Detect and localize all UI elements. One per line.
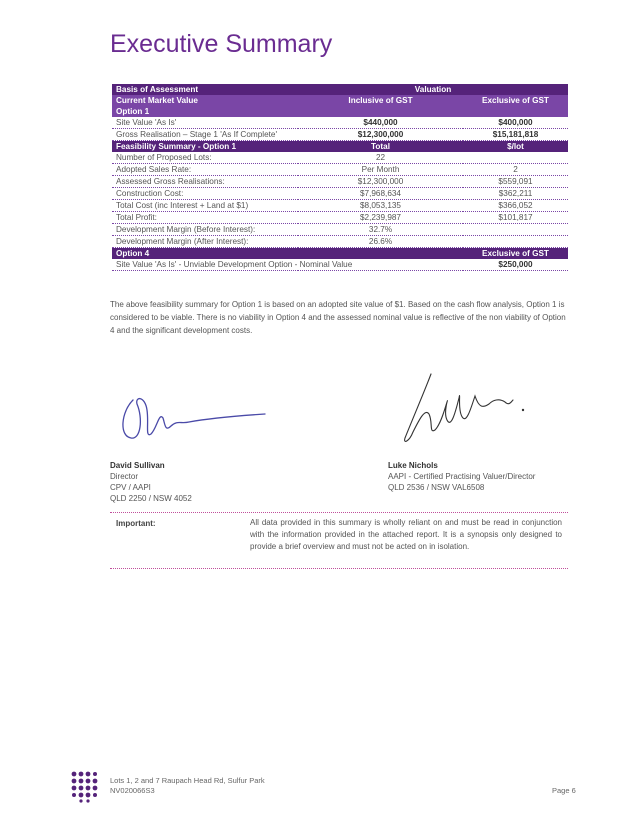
row-label: Site Value 'As Is' - Unviable Development Option - Nominal Value bbox=[112, 259, 463, 271]
row-label: Development Margin (Before Interest): bbox=[112, 224, 298, 236]
row-label: Development Margin (After Interest): bbox=[112, 236, 298, 248]
row-label: Assessed Gross Realisations: bbox=[112, 176, 298, 188]
option4-excl-header: Exclusive of GST bbox=[463, 248, 568, 260]
signatory-title: Director bbox=[110, 472, 139, 481]
table-row bbox=[112, 129, 568, 141]
signatory-sullivan bbox=[110, 460, 192, 504]
signatory-name: David Sullivan bbox=[110, 461, 165, 470]
cmv-header: Current Market Value bbox=[112, 95, 298, 106]
row-label: Gross Realisation – Stage 1 'As If Complete' bbox=[112, 129, 298, 141]
row-total: 22 bbox=[298, 152, 463, 164]
row-excl-value: $15,181,818 bbox=[463, 129, 568, 141]
row-label: Total Profit: bbox=[112, 212, 298, 224]
divider-top bbox=[110, 512, 568, 513]
row-total: 32.7% bbox=[298, 224, 463, 236]
table-row bbox=[112, 259, 568, 271]
table-row bbox=[112, 188, 568, 200]
row-label: Total Cost (inc Interest + Land at $1) bbox=[112, 200, 298, 212]
table-row bbox=[112, 224, 568, 236]
page-title: Executive Summary bbox=[110, 30, 333, 58]
signatory-credentials: CPV / AAPI bbox=[110, 483, 151, 492]
row-total: $7,968,634 bbox=[298, 188, 463, 200]
per-lot-header: $/lot bbox=[463, 141, 568, 153]
table-row bbox=[112, 152, 568, 164]
feasibility-header: Feasibility Summary - Option 1 bbox=[112, 141, 298, 153]
row-excl-value: $250,000 bbox=[463, 259, 568, 271]
row-per-lot bbox=[463, 152, 568, 164]
row-per-lot: $362,211 bbox=[463, 188, 568, 200]
row-per-lot: 2 bbox=[463, 164, 568, 176]
summary-paragraph: The above feasibility summary for Option 1 is based on an adopted site value of $1. Based on the cash flow analysis, Option 1 is considered to be viable. There is no viability in Option 4 and the assessed nominal value is reflective of the non viability of Option 4 and the significant development costs. bbox=[110, 300, 566, 335]
table-row bbox=[112, 200, 568, 212]
row-per-lot: $366,052 bbox=[463, 200, 568, 212]
row-label: Site Value 'As Is' bbox=[112, 117, 298, 129]
company-logo-icon bbox=[70, 770, 100, 804]
row-total: $2,239,987 bbox=[298, 212, 463, 224]
table-header-row bbox=[112, 84, 568, 95]
table-row bbox=[112, 164, 568, 176]
page-number: Page 6 bbox=[552, 786, 576, 795]
option4-header: Option 4 bbox=[112, 248, 463, 260]
row-per-lot: $101,817 bbox=[463, 212, 568, 224]
signature-image-sullivan bbox=[115, 390, 270, 450]
row-per-lot bbox=[463, 224, 568, 236]
table-header-row bbox=[112, 95, 568, 106]
table-row bbox=[112, 212, 568, 224]
important-label: Important: bbox=[116, 519, 156, 528]
signatory-name: Luke Nichols bbox=[388, 461, 438, 470]
row-label: Number of Proposed Lots: bbox=[112, 152, 298, 164]
valuation-header: Valuation bbox=[298, 84, 568, 95]
footer-reference: NV020066S3 bbox=[110, 786, 155, 795]
important-notice: All data provided in this summary is wholly reliant on and must be read in conjunction with the information provided in the attached report. It is a synopsis only designed to provide a brief overview and must not be acted on in isolation. bbox=[250, 518, 562, 551]
section-header-row bbox=[112, 141, 568, 153]
row-per-lot: $559,091 bbox=[463, 176, 568, 188]
signatory-registration: QLD 2250 / NSW 4052 bbox=[110, 494, 192, 503]
table-row bbox=[112, 117, 568, 129]
table-row bbox=[112, 236, 568, 248]
excl-gst-header: Exclusive of GST bbox=[463, 95, 568, 106]
total-header: Total bbox=[298, 141, 463, 153]
row-per-lot bbox=[463, 236, 568, 248]
row-total: $12,300,000 bbox=[298, 176, 463, 188]
signature-image-nichols bbox=[395, 368, 535, 448]
incl-gst-header: Inclusive of GST bbox=[298, 95, 463, 106]
row-incl-value: $12,300,000 bbox=[298, 129, 463, 141]
row-total: $8,053,135 bbox=[298, 200, 463, 212]
footer-text bbox=[110, 776, 265, 796]
section-header-row bbox=[112, 248, 568, 260]
row-total: 26.6% bbox=[298, 236, 463, 248]
row-total: Per Month bbox=[298, 164, 463, 176]
signatory-registration: QLD 2536 / NSW VAL6508 bbox=[388, 483, 485, 492]
valuation-summary-table bbox=[112, 84, 568, 271]
row-label: Adopted Sales Rate: bbox=[112, 164, 298, 176]
signatory-nichols bbox=[388, 460, 535, 493]
divider-bottom bbox=[110, 568, 568, 569]
row-incl-value: $440,000 bbox=[298, 117, 463, 129]
basis-header: Basis of Assessment bbox=[112, 84, 298, 95]
footer-address: Lots 1, 2 and 7 Raupach Head Rd, Sulfur Park bbox=[110, 776, 265, 785]
row-excl-value: $400,000 bbox=[463, 117, 568, 129]
section-header-row bbox=[112, 106, 568, 117]
row-label: Construction Cost: bbox=[112, 188, 298, 200]
signatory-title: AAPI - Certified Practising Valuer/Director bbox=[388, 472, 536, 481]
option1-header: Option 1 bbox=[112, 106, 568, 117]
table-row bbox=[112, 176, 568, 188]
